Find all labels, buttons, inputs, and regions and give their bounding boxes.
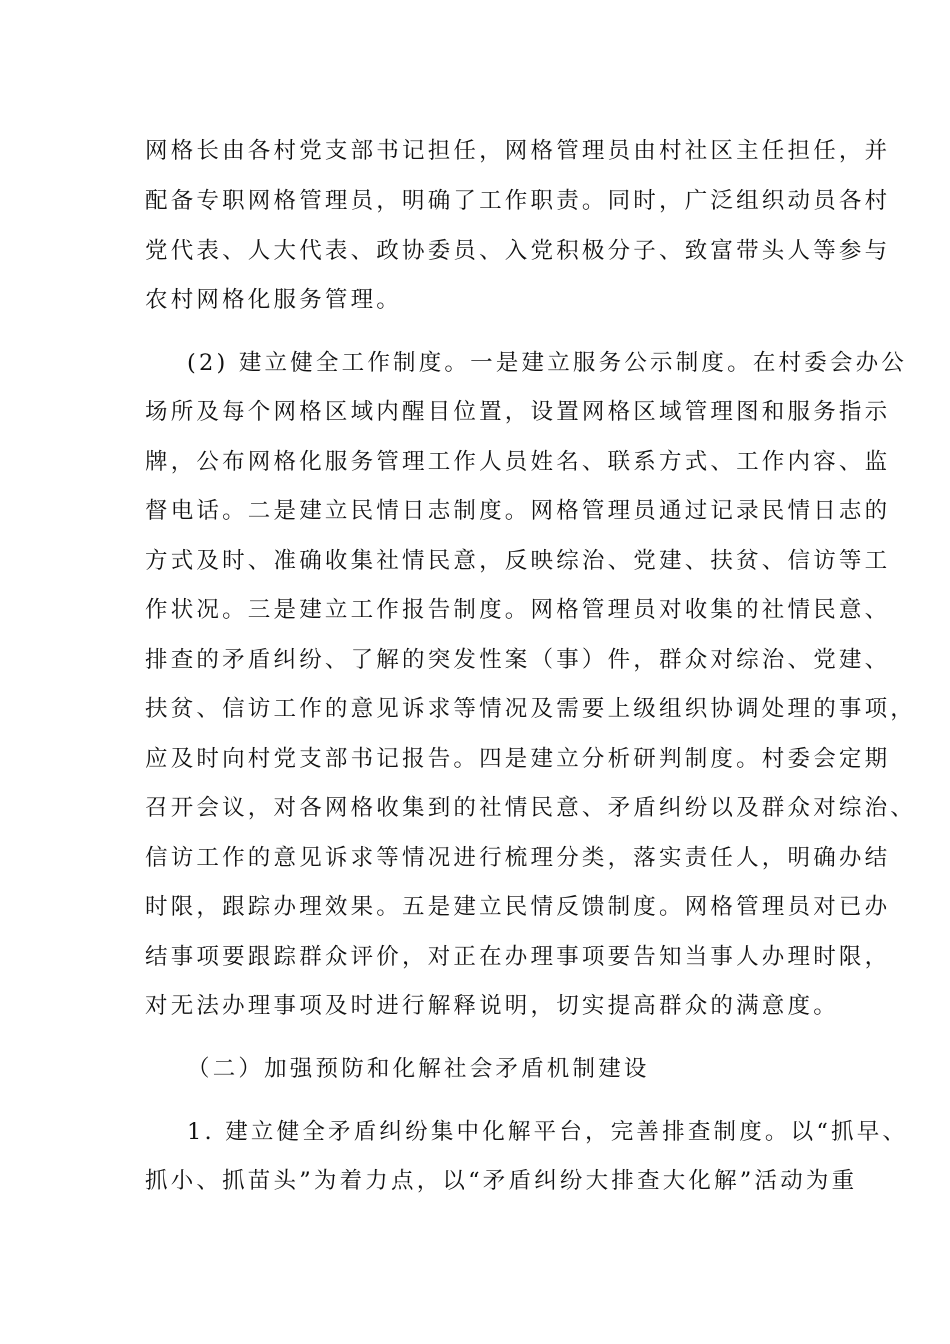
text-line: 应及时向村党支部书记报告。四是建立分析研判制度。村委会定期 — [145, 746, 891, 772]
text-line: 农村网格化服务管理。 — [145, 287, 403, 313]
subsection-heading: 1. 建立健全矛盾纠纷集中化解平台，完善排查制度。以“抓早、 — [187, 1119, 909, 1145]
text-line: 党代表、人大代表、政协委员、入党积极分子、致富带头人等参与 — [145, 238, 891, 264]
text-line: 作状况。三是建立工作报告制度。网格管理员对收集的社情民意、 — [145, 597, 891, 623]
text-line: 结事项要跟踪群众评价，对正在办理事项要告知当事人办理时限， — [145, 944, 891, 970]
text-line: 召开会议，对各网格收集到的社情民意、矛盾纠纷以及群众对综治、 — [145, 795, 917, 821]
text-line: 对无法办理事项及时进行解释说明，切实提高群众的满意度。 — [145, 993, 839, 1019]
text-line: 信访工作的意见诉求等情况进行梳理分类，落实责任人，明确办结 — [145, 845, 891, 871]
text-line: 抓小、抓苗头”为着力点，以“矛盾纠纷大排查大化解”活动为重 — [145, 1168, 858, 1194]
text-line: 网格长由各村党支部书记担任，网格管理员由村社区主任担任，并 — [145, 138, 891, 164]
text-line: 配备专职网格管理员，明确了工作职责。同时，广泛组织动员各村 — [145, 188, 891, 214]
section-heading: （二）加强预防和化解社会矛盾机制建设 — [187, 1056, 650, 1082]
text-line: 时限，跟踪办理效果。五是建立民情反馈制度。网格管理员对已办 — [145, 894, 891, 920]
text-line: 方式及时、准确收集社情民意，反映综治、党建、扶贫、信访等工 — [145, 548, 891, 574]
text-line: 牌，公布网格化服务管理工作人员姓名、联系方式、工作内容、监 — [145, 449, 891, 475]
text-line: 扶贫、信访工作的意见诉求等情况及需要上级组织协调处理的事项， — [145, 696, 917, 722]
paragraph-heading: (2) 建立健全工作制度。一是建立服务公示制度。在村委会办公 — [187, 350, 908, 376]
text-line: 排查的矛盾纠纷、了解的突发性案（事）件，群众对综治、党建、 — [145, 647, 891, 673]
text-line: 督电话。二是建立民情日志制度。网格管理员通过记录民情日志的 — [145, 498, 891, 524]
text-line: 场所及每个网格区域内醒目位置，设置网格区域管理图和服务指示 — [145, 399, 891, 425]
